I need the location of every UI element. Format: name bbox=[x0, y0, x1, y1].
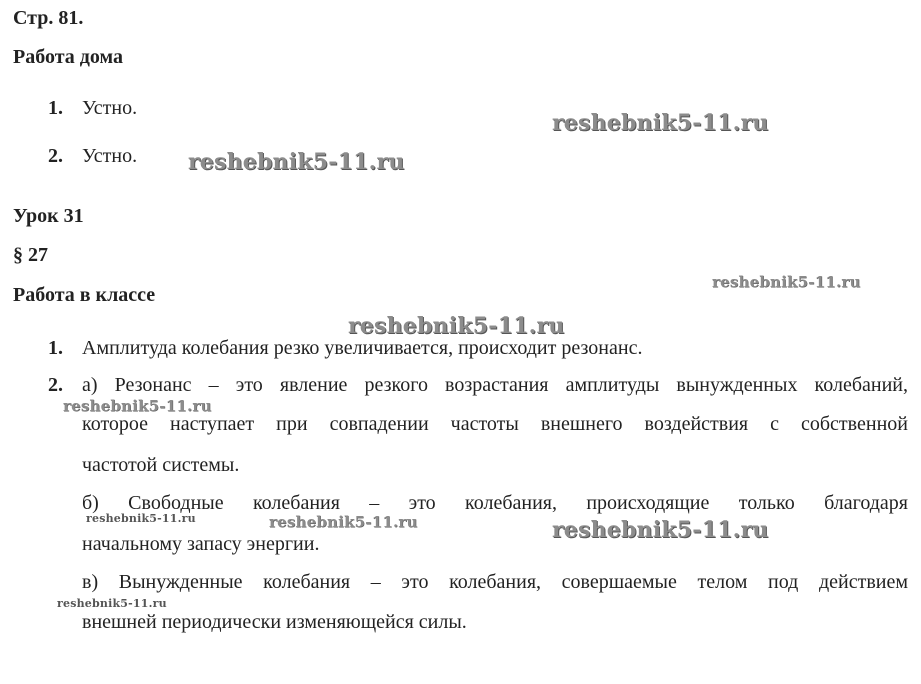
answer-a-line-3: частотой системы. bbox=[82, 454, 240, 476]
page-header: Стр. 81. bbox=[13, 7, 84, 29]
classwork-item-2-number: 2. bbox=[48, 374, 63, 396]
answer-a-line-1: а) Резонанс – это явление резкого возрастания амплитуды вынужденных колебаний, bbox=[82, 374, 908, 396]
watermark: reshebnik5-11.ru bbox=[57, 597, 167, 610]
watermark: reshebnik5-11.ru bbox=[86, 512, 196, 525]
answer-a-line-2: которое наступает при совпадении частоты внешнего воздействия с собственной bbox=[82, 413, 908, 435]
answer-c-line-1: в) Вынужденные колебания – это колебания, совершаемые телом под действием bbox=[82, 571, 908, 593]
homework-item-1-number: 1. bbox=[48, 97, 63, 119]
watermark: reshebnik5-11.ru bbox=[712, 273, 861, 291]
watermark: reshebnik5-11.ru bbox=[552, 517, 769, 543]
classwork-title: Работа в классе bbox=[13, 284, 156, 306]
watermark: reshebnik5-11.ru bbox=[552, 110, 769, 136]
watermark: reshebnik5-11.ru bbox=[63, 397, 212, 415]
homework-item-2-number: 2. bbox=[48, 145, 63, 167]
answer-b-line-2: начальному запасу энергии. bbox=[82, 533, 320, 555]
watermark: reshebnik5-11.ru bbox=[348, 313, 565, 339]
lesson-title: Урок 31 bbox=[13, 205, 84, 227]
answer-b-line-1: б) Свободные колебания – это колебания, происходящие только благодаря bbox=[82, 492, 908, 514]
homework-item-1-text: Устно. bbox=[82, 97, 138, 119]
homework-title: Работа дома bbox=[13, 46, 123, 68]
watermark: reshebnik5-11.ru bbox=[269, 513, 418, 531]
watermark: reshebnik5-11.ru bbox=[188, 149, 405, 175]
answer-c-line-2: внешней периодически изменяющейся силы. bbox=[82, 611, 467, 633]
classwork-item-1-text: Амплитуда колебания резко увеличивается, происходит резонанс. bbox=[82, 337, 643, 359]
lesson-paragraph: § 27 bbox=[13, 244, 48, 266]
classwork-item-1-number: 1. bbox=[48, 337, 63, 359]
homework-item-2-text: Устно. bbox=[82, 145, 138, 167]
